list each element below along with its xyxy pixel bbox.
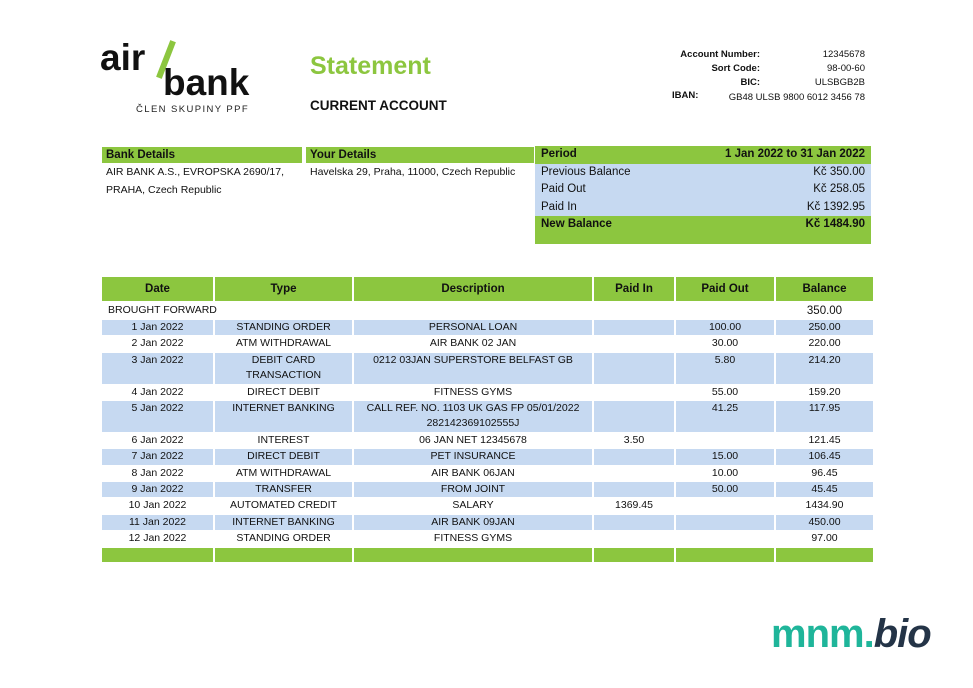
brought-forward-row — [102, 303, 873, 320]
type-cell: ATM WITHDRAWAL — [215, 336, 352, 352]
date-cell: 9 Jan 2022 — [102, 482, 213, 498]
table-row — [102, 498, 873, 514]
your-details-box — [306, 147, 534, 180]
sort-code-value: 98-00-60 — [826, 63, 865, 75]
paid-in-cell: 3.50 — [594, 433, 674, 449]
account-type: CURRENT ACCOUNT — [310, 98, 447, 113]
date-cell: 8 Jan 2022 — [102, 466, 213, 482]
type-cell: TRANSFER — [215, 482, 352, 498]
paid-in-row — [535, 199, 871, 217]
description-cell: 0212 03JAN SUPERSTORE BELFAST GB — [354, 353, 592, 385]
date-cell: 6 Jan 2022 — [102, 433, 213, 449]
paid-out-cell — [676, 498, 774, 514]
balance-cell: 250.00 — [776, 320, 873, 336]
bank-details-box — [102, 147, 302, 199]
type-cell: AUTOMATED CREDIT — [215, 498, 352, 514]
date-cell: 12 Jan 2022 — [102, 531, 213, 547]
table-row — [102, 449, 873, 465]
brought-forward-label: BROUGHT FORWARD — [102, 303, 352, 320]
paid-in-cell — [594, 385, 674, 401]
column-header-date: Date — [102, 277, 213, 303]
date-cell: 1 Jan 2022 — [102, 320, 213, 336]
air-bank-wordmark — [100, 40, 275, 102]
date-cell: 2 Jan 2022 — [102, 336, 213, 352]
bic-label: BIC: — [740, 77, 760, 89]
table-row — [102, 482, 873, 498]
iban-value: GB48 ULSB 9800 6012 3456 78 — [728, 91, 865, 103]
paid-in-cell — [594, 482, 674, 498]
svg-text:air: air — [100, 40, 146, 78]
table-row — [102, 531, 873, 547]
period-label: Period — [541, 148, 577, 160]
new-balance-row — [535, 216, 871, 234]
date-cell: 5 Jan 2022 — [102, 401, 213, 433]
brought-forward-value: 350.00 — [776, 303, 873, 320]
balance-cell: 97.00 — [776, 531, 873, 547]
paid-out-cell — [676, 531, 774, 547]
paid-in-cell — [594, 466, 674, 482]
balance-cell: 159.20 — [776, 385, 873, 401]
paid-out-cell — [676, 433, 774, 449]
account-info-values — [690, 48, 865, 105]
type-cell: DIRECT DEBIT — [215, 385, 352, 401]
previous-balance-row — [535, 164, 871, 182]
previous-balance-label: Previous Balance — [541, 165, 631, 178]
type-cell: DIRECT DEBIT — [215, 449, 352, 465]
paid-in-value: Kč 1392.95 — [806, 200, 865, 213]
table-header-row — [102, 277, 873, 303]
new-balance-label: New Balance — [541, 218, 612, 230]
period-value: 1 Jan 2022 to 31 Jan 2022 — [724, 148, 865, 160]
paid-out-cell: 10.00 — [676, 466, 774, 482]
new-balance-value: Kč 1484.90 — [805, 218, 865, 230]
statement-title: Statement — [310, 52, 431, 80]
table-row — [102, 466, 873, 482]
period-row — [535, 146, 871, 164]
bank-details-heading: Bank Details — [102, 147, 302, 163]
previous-balance-value: Kč 350.00 — [813, 165, 865, 178]
paid-in-cell — [594, 449, 674, 465]
description-cell: FITNESS GYMS — [354, 385, 592, 401]
empty-cell — [594, 303, 674, 320]
balance-cell: 45.45 — [776, 482, 873, 498]
paid-in-cell — [594, 401, 674, 433]
balance-cell: 450.00 — [776, 515, 873, 531]
paid-out-cell: 41.25 — [676, 401, 774, 433]
bic-value: ULSBGB2B — [814, 77, 865, 89]
balance-cell: 106.45 — [776, 449, 873, 465]
account-number-label: Account Number: — [680, 49, 760, 60]
paid-out-cell: 5.80 — [676, 353, 774, 385]
description-cell: FITNESS GYMS — [354, 531, 592, 547]
date-cell: 11 Jan 2022 — [102, 515, 213, 531]
date-cell: 3 Jan 2022 — [102, 353, 213, 385]
description-cell: PET INSURANCE — [354, 449, 592, 465]
balance-cell: 214.20 — [776, 353, 873, 385]
sort-code-label: Sort Code: — [711, 63, 760, 75]
period-summary — [535, 146, 871, 244]
paid-out-cell: 100.00 — [676, 320, 774, 336]
paid-in-cell: 1369.45 — [594, 498, 674, 514]
column-header-type: Type — [215, 277, 352, 303]
footer-cell — [676, 548, 774, 563]
type-cell: INTEREST — [215, 433, 352, 449]
paid-out-cell: 55.00 — [676, 385, 774, 401]
table-row — [102, 401, 873, 433]
date-cell: 10 Jan 2022 — [102, 498, 213, 514]
paid-in-cell — [594, 353, 674, 385]
type-cell: INTERNET BANKING — [215, 401, 352, 433]
paid-out-value: Kč 258.05 — [813, 183, 865, 195]
bank-details-text: AIR BANK A.S., EVROPSKA 2690/17, PRAHA, Czech Republic — [106, 166, 285, 196]
table-row — [102, 320, 873, 336]
paid-in-cell — [594, 320, 674, 336]
table-row — [102, 385, 873, 401]
paid-out-cell: 15.00 — [676, 449, 774, 465]
type-cell: ATM WITHDRAWAL — [215, 466, 352, 482]
iban-label: IBAN: — [672, 90, 699, 101]
column-header-description: Description — [354, 277, 592, 303]
table-row — [102, 515, 873, 531]
paid-in-cell — [594, 336, 674, 352]
column-header-paid-out: Paid Out — [676, 277, 774, 303]
table-row — [102, 353, 873, 385]
description-cell: SALARY — [354, 498, 592, 514]
account-number-value: 12345678 — [822, 49, 865, 60]
empty-cell — [354, 303, 592, 320]
footer-cell — [776, 548, 873, 563]
paid-out-cell: 50.00 — [676, 482, 774, 498]
type-cell: STANDING ORDER — [215, 531, 352, 547]
logo-tagline: ČLEN SKUPINY PPF — [136, 104, 250, 115]
empty-cell — [676, 303, 774, 320]
column-header-balance: Balance — [776, 277, 873, 303]
air-bank-logo — [100, 40, 275, 120]
paid-out-row — [535, 181, 871, 199]
your-details-heading: Your Details — [306, 147, 534, 163]
description-cell: AIR BANK 09JAN — [354, 515, 592, 531]
paid-in-cell — [594, 515, 674, 531]
type-cell: STANDING ORDER — [215, 320, 352, 336]
paid-out-label: Paid Out — [541, 183, 586, 195]
type-cell: DEBIT CARD TRANSACTION — [215, 353, 352, 385]
mnm-bio-watermark — [771, 612, 931, 657]
description-cell: FROM JOINT — [354, 482, 592, 498]
table-row — [102, 433, 873, 449]
period-footer-bar — [535, 234, 871, 244]
balance-cell: 1434.90 — [776, 498, 873, 514]
footer-cell — [594, 548, 674, 563]
description-cell: AIR BANK 02 JAN — [354, 336, 592, 352]
description-cell: 06 JAN NET 12345678 — [354, 433, 592, 449]
footer-cell — [102, 548, 213, 563]
date-cell: 7 Jan 2022 — [102, 449, 213, 465]
table-row — [102, 336, 873, 352]
transactions-table — [100, 277, 875, 563]
paid-out-cell: 30.00 — [676, 336, 774, 352]
your-details-text: Havelska 29, Praha, 11000, Czech Republic — [310, 166, 516, 178]
footer-cell — [354, 548, 592, 563]
type-cell: INTERNET BANKING — [215, 515, 352, 531]
column-header-paid-in: Paid In — [594, 277, 674, 303]
svg-text:bank: bank — [163, 62, 250, 102]
paid-in-label: Paid In — [541, 200, 577, 213]
table-footer-row — [102, 548, 873, 563]
paid-in-cell — [594, 531, 674, 547]
balance-cell: 220.00 — [776, 336, 873, 352]
description-cell: AIR BANK 06JAN — [354, 466, 592, 482]
watermark-part2: bio — [873, 612, 931, 656]
description-cell: PERSONAL LOAN — [354, 320, 592, 336]
balance-cell: 121.45 — [776, 433, 873, 449]
watermark-part1: mnm. — [771, 612, 874, 656]
paid-out-cell — [676, 515, 774, 531]
balance-cell: 117.95 — [776, 401, 873, 433]
footer-cell — [215, 548, 352, 563]
balance-cell: 96.45 — [776, 466, 873, 482]
description-cell: CALL REF. NO. 1103 UK GAS FP 05/01/2022 282142369102555J — [354, 401, 592, 433]
date-cell: 4 Jan 2022 — [102, 385, 213, 401]
